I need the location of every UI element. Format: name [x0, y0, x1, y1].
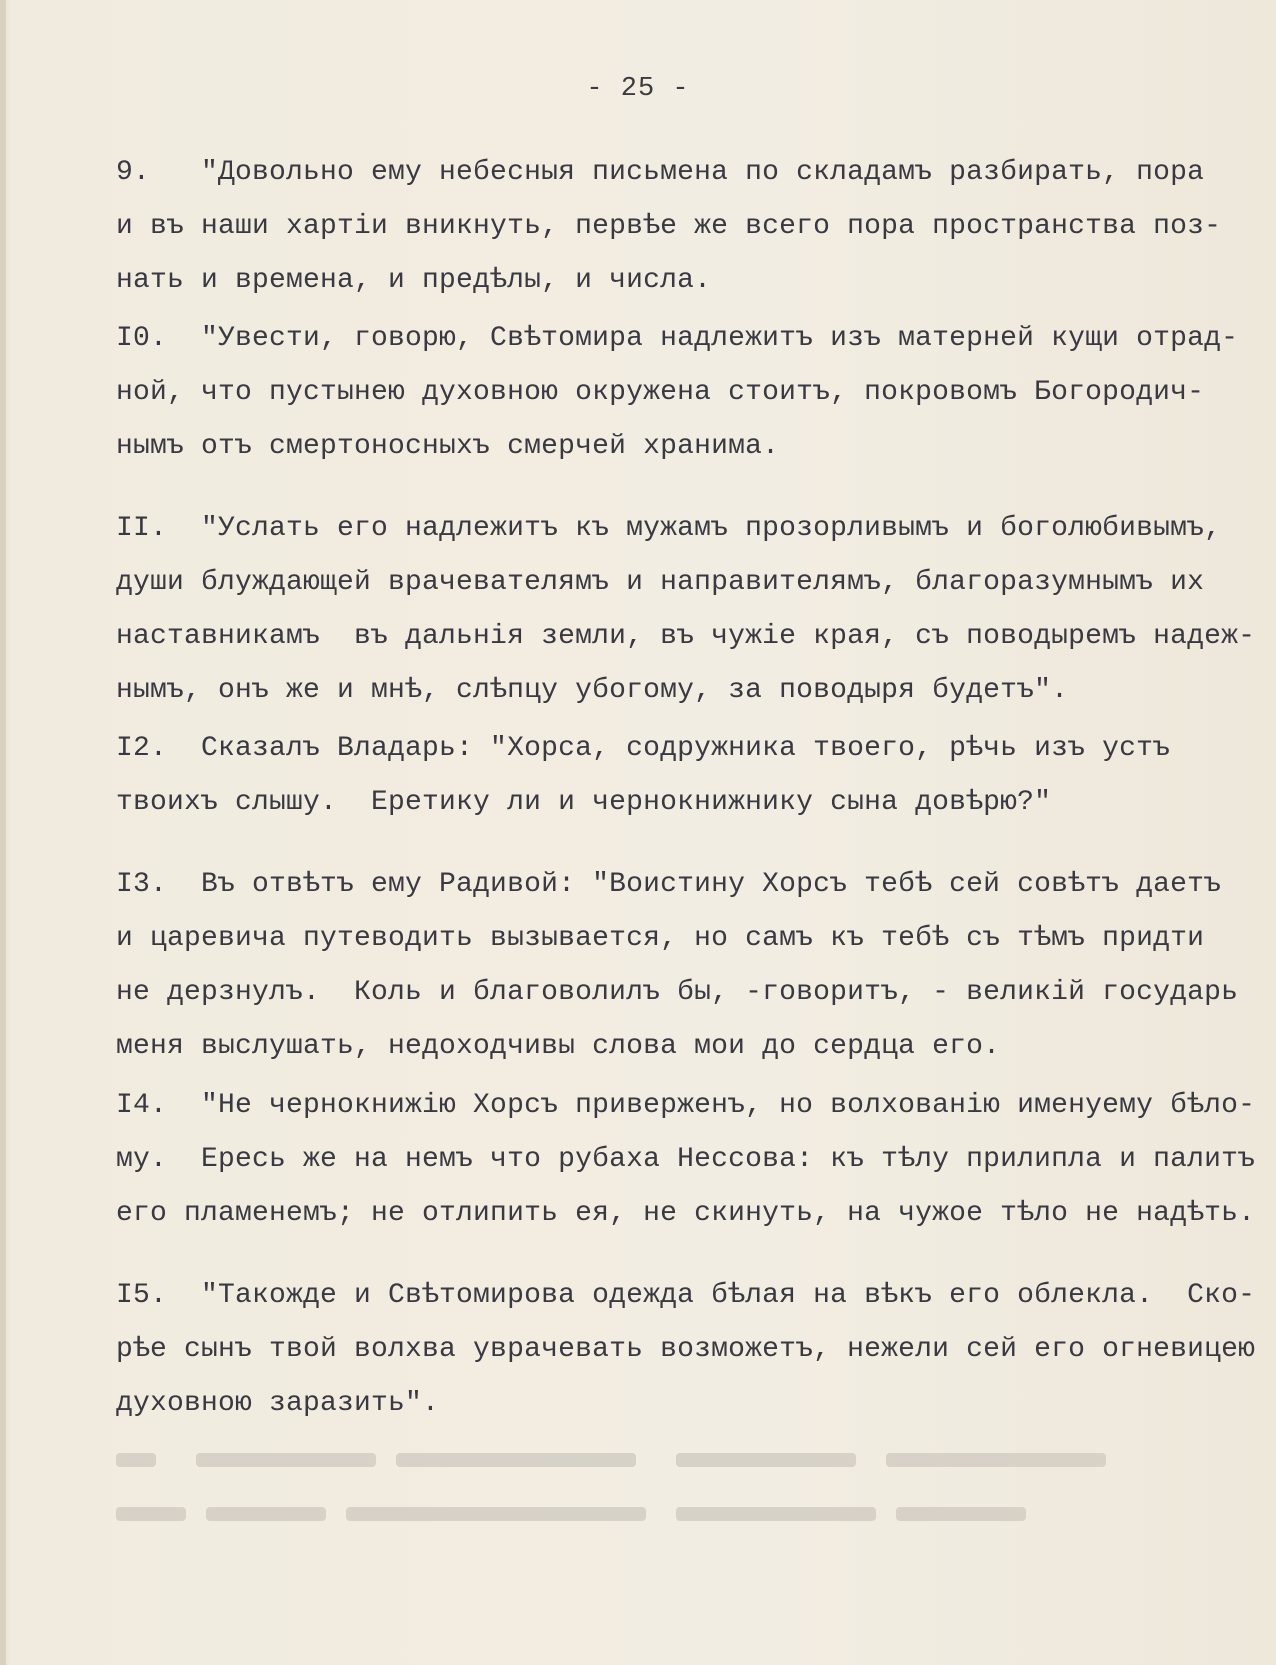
text-line: и царевича путеводить вызывается, но самъ къ тебѣ съ тѣмъ придти [116, 923, 1205, 954]
page-edge [0, 0, 6, 1665]
text-line: I2. Сказалъ Владарь: "Хорса, содружника твоего, рѣчь изъ устъ [116, 733, 1171, 764]
text-line: нымъ, онъ же и мнѣ, слѣпцу убогому, за поводыря будетъ". [116, 675, 1069, 706]
paragraph-12 [116, 722, 1226, 830]
show-through-marks [116, 1433, 1116, 1533]
text-line: души блуждающей врачевателямъ и направителямъ, благоразумнымъ их [116, 567, 1205, 598]
text-line: II. "Услать его надлежитъ къ мужамъ прозорливымъ и боголюбивымъ, [116, 513, 1222, 544]
paragraph-14 [116, 1079, 1256, 1241]
paragraph-15 [116, 1269, 1256, 1431]
text-line: I4. "Не чернокнижію Хорсъ приверженъ, но волхованію именуему бѣло- [116, 1090, 1256, 1121]
text-line: нымъ отъ смертоносныхъ смерчей хранима. [116, 431, 780, 462]
text-line: твоихъ слышу. Еретику ли и чернокнижнику сына довѣрю?" [116, 787, 1052, 818]
text-line: му. Ересь же на немъ что рубаха Нессова: къ тѣлу прилипла и палитъ [116, 1144, 1256, 1175]
page-number: - 25 - [586, 74, 690, 104]
text-line: I5. "Такожде и Свѣтомирова одежда бѣлая на вѣкъ его облекла. Ско- [116, 1280, 1256, 1311]
text-line: I0. "Увести, говорю, Свѣтомира надлежитъ изъ матерней кущи отрад- [116, 323, 1239, 354]
text-line: I3. Въ отвѣтъ ему Радивой: "Воистину Хорсъ тебѣ сей совѣтъ даетъ [116, 869, 1222, 900]
text-line: 9. "Довольно ему небесныя письмена по складамъ разбирать, пора [116, 157, 1205, 188]
text-line: его пламенемъ; не отлипить ея, не скинуть, на чужое тѣло не надѣть. [116, 1198, 1256, 1229]
text-line: рѣе сынъ твой волхва уврачевать возможетъ, нежели сей его огневицею [116, 1334, 1256, 1365]
text-line: и въ наши хартіи вникнуть, первѣе же всего пора пространства поз- [116, 211, 1222, 242]
paragraph-10 [116, 312, 1239, 474]
text-line: меня выслушать, недоходчивы слова мои до сердца его. [116, 1031, 1001, 1062]
text-line: наставникамъ въ дальнія земли, въ чужіе края, съ поводыремъ надеж- [116, 621, 1256, 652]
show-through-text [116, 1433, 1226, 1554]
paragraph-13 [116, 858, 1239, 1074]
text-line: ной, что пустынею духовною окружена стоитъ, покровомъ Богородич- [116, 377, 1205, 408]
paragraph-9 [116, 146, 1226, 308]
paragraph-11 [116, 502, 1256, 718]
text-line: нать и времена, и предѣлы, и числа. [116, 265, 712, 296]
text-line: не дерзнулъ. Коль и благоволилъ бы, -говоритъ, - великій государь [116, 977, 1239, 1008]
text-line: духовною заразить". [116, 1388, 440, 1419]
